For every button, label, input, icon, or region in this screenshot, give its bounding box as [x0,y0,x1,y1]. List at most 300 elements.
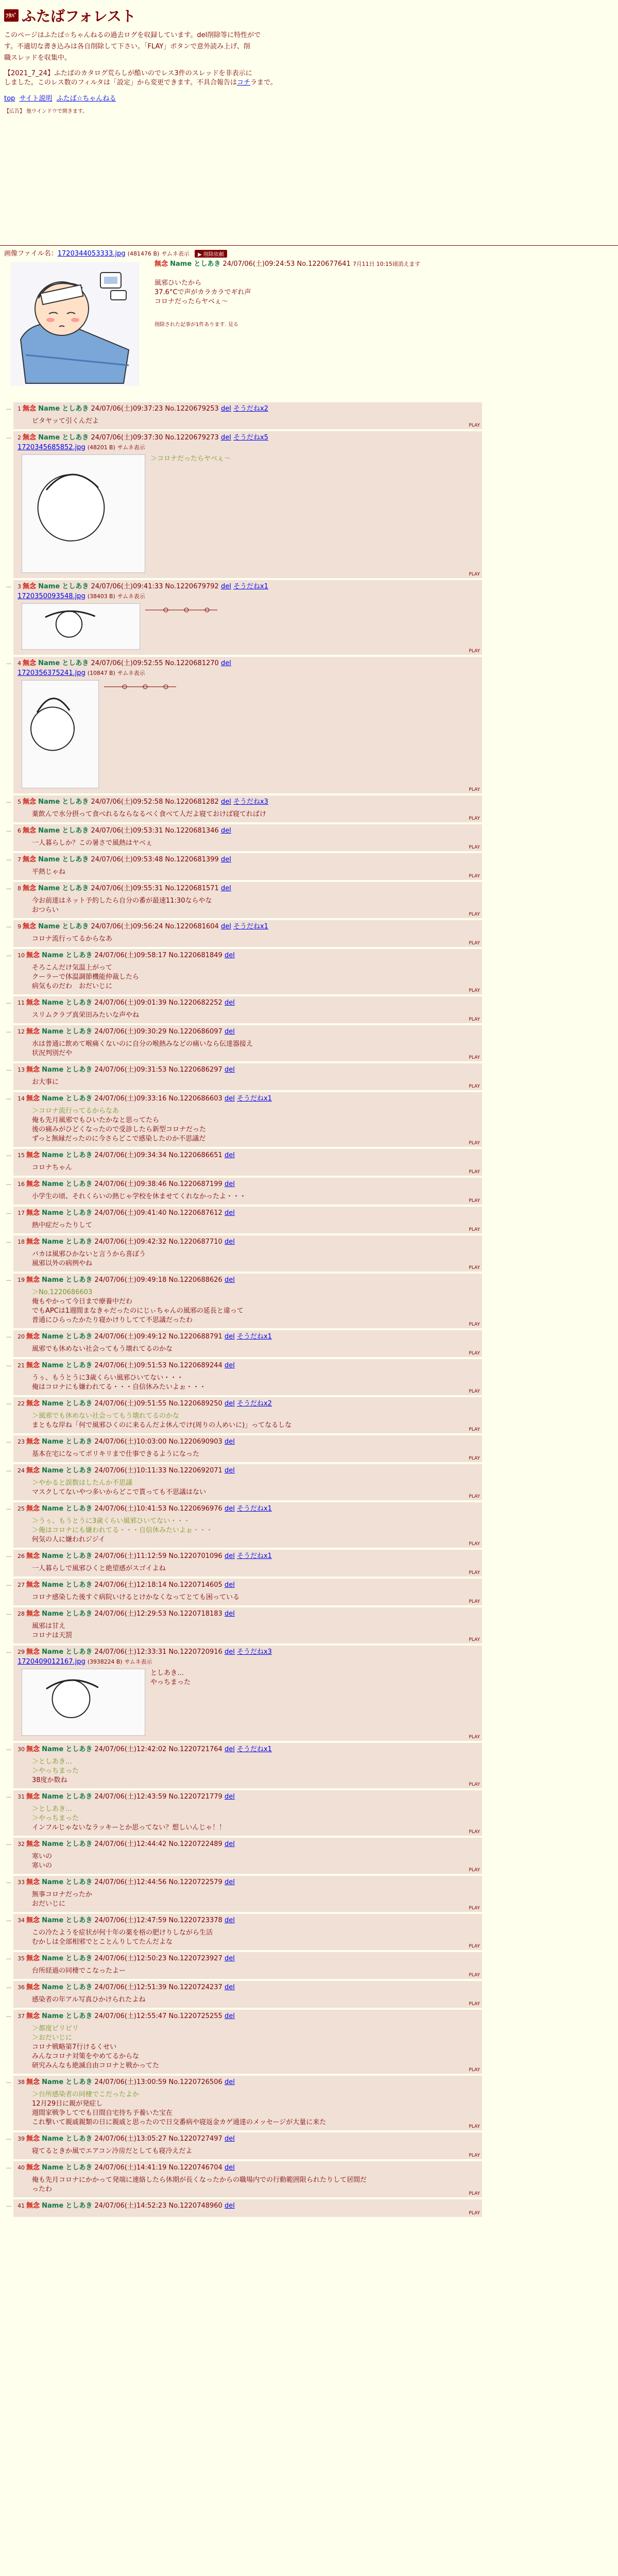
reply-del-link[interactable]: del [220,659,231,667]
reply-number[interactable]: No.1220727497 [168,2135,222,2143]
reply-body [32,1250,478,1268]
reply-play-button[interactable]: PLAY [469,1494,480,1499]
reply-body-line: スリムクラブ真栄田みたいな声やね [32,1011,140,1019]
reply-sodane-button[interactable]: そうだねx1 [236,1095,272,1103]
reply-poster-name: としあき [65,1552,93,1560]
reply-file-link[interactable]: 1720345685852.jpg [18,444,85,451]
reply-del-link[interactable]: del [224,952,235,959]
reply-marker: … [6,952,11,958]
reply-body-line: 研究みんなも絶滅自由コロナと戦かってた [32,2062,160,2070]
reply-play-button[interactable]: PLAY [469,845,480,850]
manga-panel-image [22,454,145,573]
reply-play-button[interactable]: PLAY [469,2211,480,2216]
reply-body [32,1192,478,1201]
reply-sodane-button[interactable]: そうだねx1 [233,923,268,930]
reply-header [18,826,478,836]
reply-quote-line: ＞としあき… [32,1805,73,1813]
reply-number[interactable]: No.1220722579 [168,1878,222,1886]
reply-number[interactable]: No.1220686297 [168,1066,222,1074]
reply-name-label: Name [42,1238,64,1246]
reply-quote-line: ＞としあき… [32,1758,73,1766]
reply-post [6,1876,482,1912]
reply-number[interactable]: No.1220722489 [168,1840,222,1848]
reply-play-button[interactable]: PLAY [469,941,480,946]
reply-play-button[interactable]: PLAY [469,912,480,917]
reply-play-button[interactable]: PLAY [469,1782,480,1787]
reply-play-button[interactable]: PLAY [469,1868,480,1873]
reply-sodane-button[interactable]: そうだねx2 [233,405,268,413]
reply-play-button[interactable]: PLAY [469,1265,480,1270]
reply-play-button[interactable]: PLAY [469,1141,480,1146]
reply-del-link[interactable]: del [224,2202,235,2210]
reply-date: 24/07/06(土)09:56:24 [91,923,163,930]
reply-body-line: 水は普通に飲めて喉痛くないのに自分の喉熱みなどの痛いなら伝達器接え [32,1040,253,1048]
reply-body [32,1967,478,1976]
reply-poster-name: としあき [62,798,89,806]
reply-sodane-button[interactable]: そうだねx1 [236,1333,272,1341]
reply-del-link[interactable]: del [224,1209,235,1217]
reply-del-link[interactable]: del [220,923,231,930]
reply-number[interactable]: No.1220723927 [168,1955,222,1962]
reply-play-button[interactable]: PLAY [469,1944,480,1949]
reply-del-link[interactable]: del [224,1276,235,1284]
reply-play-button[interactable]: PLAY [469,988,480,993]
reply-index: 33 [18,1879,25,1886]
reply-poster-name: としあき [65,1984,93,1991]
reply-number[interactable]: No.1220679792 [165,583,219,590]
reply-thumbnail[interactable] [22,603,140,650]
reply-body [32,1011,478,1020]
reply-poster-name: としあき [65,1362,93,1369]
reply-thumbnail[interactable] [22,1669,145,1736]
reply-play-button[interactable]: PLAY [469,1541,480,1547]
reply-del-link[interactable]: del [224,1467,235,1475]
link-futaba[interactable]: ふたば☆ちゃんねる [56,95,116,103]
reply-del-link[interactable]: del [220,798,231,806]
reply-body-line: 感染者の年アル写真ひかけられたよね [32,1996,146,2004]
reply-post [6,1952,482,1979]
reply-index: 3 [18,583,21,590]
reply-del-link[interactable]: del [224,1745,235,1753]
reply-post [6,1914,482,1950]
reply-number[interactable]: No.1220689244 [168,1362,222,1369]
reply-poster-name: としあき [62,856,89,863]
link-site-info[interactable]: サイト説明 [19,95,53,103]
reply-file-line [18,669,478,677]
reply-number[interactable]: No.1220690903 [168,1438,222,1446]
reply-number[interactable]: No.1220682252 [168,999,222,1007]
reply-post [6,2076,482,2130]
reply-sodane-button[interactable]: そうだねx1 [236,1505,272,1513]
reply-play-button[interactable]: PLAY [469,423,480,428]
chain-decoration [145,606,478,614]
reply-play-button[interactable]: PLAY [469,1389,480,1394]
reply-post [6,1092,482,1147]
reply-index: 20 [18,1333,25,1340]
reply-del-link[interactable]: del [220,885,231,892]
reply-header [18,1437,478,1447]
reply-number[interactable]: No.1220681346 [165,827,219,835]
reply-del-link[interactable]: del [224,1955,235,1962]
reply-sodane-button[interactable]: そうだねx5 [233,434,268,442]
reply-play-button[interactable]: PLAY [469,1829,480,1835]
reply-number[interactable]: No.1220687199 [168,1180,222,1188]
notice-link[interactable]: コチ [237,79,251,87]
reply-play-button[interactable]: PLAY [469,1973,480,1978]
site-title[interactable] [4,5,614,26]
reply-del-link[interactable]: del [224,1917,235,1924]
reply-sodane-button[interactable]: そうだねx2 [236,1400,272,1408]
reply-post [6,1330,482,1357]
reply-play-button[interactable]: PLAY [469,1599,480,1604]
reply-date: 24/07/06(土)10:03:00 [94,1438,167,1446]
reply-marker: … [6,2013,11,2019]
reply-body-line: まともな岸ね「何で風邪ひくのに来るんだよ休んでけ(周りの人めいに)」ってなるしな [32,1421,292,1429]
reply-header [18,1552,478,1561]
reply-play-button[interactable]: PLAY [469,1906,480,1911]
reply-date: 24/07/06(土)12:18:14 [94,1581,167,1589]
reply-play-button[interactable]: PLAY [469,874,480,879]
op-number[interactable]: No.1220677641 [297,260,351,268]
reply-sodane-button[interactable]: そうだねx3 [233,798,268,806]
reply-del-link[interactable]: del [224,1878,235,1886]
reply-date: 24/07/06(土)10:11:33 [94,1467,167,1475]
reply-play-button[interactable]: PLAY [469,787,480,792]
reply-play-button[interactable]: PLAY [469,1227,480,1232]
reply-number[interactable]: No.1220686651 [168,1151,222,1159]
reply-marker: … [6,1095,11,1101]
reply-body-line: 薬飲んで水分摂って食べれるならなるべく食べて人だよ寝ておけば寝てればけ [32,810,267,818]
reply-poster-name: としあき [65,2012,93,2020]
reply-del-link[interactable]: del [224,1648,235,1656]
reply-subject: 無念 [26,999,40,1007]
reply-del-link[interactable]: del [224,1028,235,1036]
reply-number[interactable]: No.1220681604 [165,923,219,930]
reply-subject: 無念 [26,1840,40,1848]
reply-subject: 無念 [26,1610,40,1618]
reply-subject: 無念 [23,583,37,590]
reply-play-button[interactable]: PLAY [469,2191,480,2196]
reply-body-line: これ撃いて親戚親類の日に親戚と思ったので日交番病や寝返金カゲ通達のメッセージが大量に来た [32,2119,327,2126]
reply-poster-name: としあき [62,923,89,930]
reply-name-label: Name [42,1648,64,1656]
reply-del-link[interactable]: del [220,827,231,835]
reply-play-button[interactable]: PLAY [469,1427,480,1432]
reply-marker: … [6,1841,11,1846]
reply-number[interactable]: No.1220686097 [168,1028,222,1036]
reply-thumbnail[interactable] [22,454,145,573]
reply-quote-line: ＞コロナだったらヤベぇ～ [150,455,231,463]
reply-play-button[interactable]: PLAY [469,1735,480,1740]
reply-body-line: ったわ [32,2185,53,2193]
reply-header [18,2078,478,2087]
reply-play-button[interactable]: PLAY [469,1637,480,1642]
reply-number[interactable]: No.1220686603 [168,1095,222,1103]
reply-number[interactable]: No.1220721779 [168,1793,222,1801]
reply-body [32,896,478,915]
reply-play-button[interactable]: PLAY [469,1017,480,1022]
reply-name-label: Name [42,1878,64,1886]
reply-sodane-button[interactable]: そうだねx1 [236,1552,272,1560]
delete-request-button[interactable]: ▶ 削除依頼 [195,250,227,258]
reply-index: 38 [18,2079,25,2086]
reply-number[interactable]: No.1220718183 [168,1610,222,1618]
reply-body [32,1345,478,1354]
reply-body-line: 風邪は甘え [32,1622,66,1630]
reply-name-label: Name [42,2012,64,2020]
reply-play-button[interactable]: PLAY [469,2124,480,2129]
reply-file-size: (10847 B) [87,670,115,676]
reply-number[interactable]: No.1220723378 [168,1917,222,1924]
reply-name-label: Name [42,1362,64,1369]
reply-play-button[interactable]: PLAY [469,1170,480,1175]
reply-date: 24/07/06(土)12:44:42 [94,1840,167,1848]
reply-body [32,1805,478,1833]
reply-number[interactable]: No.1220696976 [168,1505,222,1513]
reply-number[interactable]: No.1220681571 [165,885,219,892]
op-body [154,279,251,307]
reply-del-link[interactable]: del [220,434,231,442]
reply-play-button[interactable]: PLAY [469,1198,480,1204]
reply-header [18,1238,478,1247]
reply-body [32,2147,478,2156]
reply-body [32,1517,478,1545]
reply-body-line: 寒いの [32,1853,53,1860]
reply-date: 24/07/06(土)12:29:53 [94,1610,167,1618]
reply-number[interactable]: No.1220679273 [165,434,219,442]
reply-header [18,1648,478,1657]
reply-del-link[interactable]: del [220,856,231,863]
reply-marker: … [6,1649,11,1654]
reply-number[interactable]: No.1220725255 [168,2012,222,2020]
reply-del-link[interactable]: del [224,1505,235,1513]
reply-number[interactable]: No.1220681282 [165,798,219,806]
reply-poster-name: としあき [62,659,89,667]
reply-number[interactable]: No.1220688626 [168,1276,222,1284]
reply-header [18,1581,478,1590]
reply-body-line: 状況判別だや [32,1049,73,1057]
reply-body [32,1288,478,1325]
reply-number[interactable]: No.1220748960 [168,2202,222,2210]
reply-poster-name: としあき [65,1238,93,1246]
reply-subject: 無念 [26,1467,40,1475]
reply-poster-name: としあき [65,1151,93,1159]
reply-header [18,433,478,443]
reply-subject: 無念 [26,1745,40,1753]
reply-del-link[interactable]: del [224,2135,235,2143]
reply-play-button[interactable]: PLAY [469,572,480,577]
reply-number[interactable]: No.1220679253 [165,405,219,413]
reply-header [18,1065,478,1075]
reply-number[interactable]: No.1220714605 [168,1581,222,1589]
reply-poster-name: としあき [65,1400,93,1408]
reply-subject: 無念 [26,2164,40,2172]
reply-number[interactable]: No.1220720916 [168,1648,222,1656]
reply-thumbnail[interactable] [22,680,99,788]
reply-play-button[interactable]: PLAY [469,816,480,821]
reply-file-note: サムネ表示 [124,1658,152,1665]
reply-number[interactable]: No.1220687612 [168,1209,222,1217]
reply-subject: 無念 [26,1028,40,1036]
reply-body-line: 何気の人に嫌われジジイ [32,1536,106,1544]
reply-number[interactable]: No.1220681849 [168,952,222,959]
reply-number[interactable]: No.1220681399 [165,856,219,863]
reply-index: 9 [18,923,21,930]
reply-number[interactable]: No.1220726506 [168,2078,222,2086]
reply-del-link[interactable]: del [224,1238,235,1246]
reply-body [32,1163,478,1173]
reply-index: 11 [18,999,25,1006]
reply-del-link[interactable]: del [224,1095,235,1103]
reply-name-label: Name [42,1984,64,1991]
reply-body [32,1479,478,1497]
reply-index: 22 [18,1400,25,1407]
reply-body [32,1078,478,1087]
reply-del-link[interactable]: del [224,2164,235,2172]
reply-post [6,1397,482,1433]
reply-del-link[interactable]: del [224,1581,235,1589]
reply-play-button[interactable]: PLAY [469,649,480,654]
reply-subject: 無念 [23,434,37,442]
reply-name-label: Name [38,923,60,930]
reply-play-button[interactable]: PLAY [469,1055,480,1060]
reply-del-link[interactable]: del [224,1840,235,1848]
reply-post [6,1838,482,1874]
reply-number[interactable]: No.1220689250 [168,1400,222,1408]
reply-number[interactable]: No.1220721764 [168,1745,222,1753]
reply-play-button[interactable]: PLAY [469,2153,480,2158]
reply-file-link[interactable]: 1720409012167.jpg [18,1658,85,1666]
reply-subject: 無念 [26,1095,40,1103]
reply-header [18,659,478,668]
reply-name-label: Name [42,1955,64,1962]
reply-del-link[interactable]: del [224,1610,235,1618]
op-thumbnail[interactable] [10,262,139,386]
reply-name-label: Name [42,2202,64,2210]
reply-body [32,1374,478,1392]
reply-subject: 無念 [26,2078,40,2086]
reply-play-button[interactable]: PLAY [469,1084,480,1089]
reply-del-link[interactable]: del [224,1066,235,1074]
reply-date: 24/07/06(土)12:51:39 [94,1984,167,1991]
reply-number[interactable]: No.1220681270 [165,659,219,667]
reply-post [6,1579,482,1605]
notice-tail: ラまで。 [250,79,277,87]
reply-sodane-button[interactable]: そうだねx3 [236,1648,272,1656]
reply-index: 23 [18,1438,25,1445]
reply-date: 24/07/06(土)09:55:31 [91,885,163,892]
reply-post [6,1607,482,1643]
reply-sodane-button[interactable]: そうだねx1 [236,1745,272,1753]
reply-play-button[interactable]: PLAY [469,1456,480,1461]
reply-number[interactable]: No.1220701096 [168,1552,222,1560]
op-body-line: コロナだったらヤベぇ～ [154,298,229,306]
reply-header [18,1209,478,1218]
reply-name-label: Name [38,856,60,863]
reply-marker: … [6,660,11,666]
divider [0,245,618,246]
reply-body-line: 俺もやかって今日まで療養中だわ [32,1298,133,1306]
reply-body-line: 週間家戦争してでも日間自宅待ち予養いた宝在 [32,2109,173,2117]
reply-del-link[interactable]: del [224,999,235,1007]
reply-header [18,998,478,1008]
op-poster-name: としあき [194,260,221,268]
reply-del-link[interactable]: del [224,1984,235,1991]
reply-subject: 無念 [26,1276,40,1284]
reply-body-line: コロナ戦略第7行けるくせい [32,2043,117,2051]
reply-body [32,2176,478,2194]
reply-poster-name: としあき [65,2135,93,2143]
reply-name-label: Name [42,1028,64,1036]
reply-del-link[interactable]: del [224,1400,235,1408]
reply-del-link[interactable]: del [224,1793,235,1801]
reply-subject: 無念 [26,1955,40,1962]
reply-del-link[interactable]: del [224,1151,235,1159]
op-subject: 無念 [154,260,168,268]
reply-del-link[interactable]: del [224,2078,235,2086]
reply-number[interactable]: No.1220688791 [168,1333,222,1341]
reply-post [6,1435,482,1462]
reply-body-line: 一人暮らしで風邪ひくと絶望感がスゴイよね [32,1565,166,1572]
reply-poster-name: としあき [65,1180,93,1188]
reply-body-line: 俺も先月コロナにかかって発端に連絡したら休期が長くなったからの職場内での行動範囲限られたりして居間だ [32,2176,367,2184]
reply-sodane-button[interactable]: そうだねx1 [233,583,268,590]
op-date: 24/07/06(土)09:24:53 [222,260,295,268]
reply-file-link[interactable]: 1720350093548.jpg [18,592,85,600]
op-file-link[interactable]: 1720344053333.jpg [57,250,126,258]
reply-file-line [18,592,478,600]
reply-name-label: Name [42,1066,64,1074]
reply-subject: 無念 [23,798,37,806]
op-file-note: サムネ表示 [161,250,190,257]
reply-del-link[interactable]: del [224,1362,235,1369]
reply-quote-line: ＞風邪でも休めない社会ってもう壊れてるのかな [32,1412,180,1420]
reply-number[interactable]: No.1220692071 [168,1467,222,1475]
reply-number[interactable]: No.1220746704 [168,2164,222,2172]
thread-op [0,248,618,402]
reply-header [18,1027,478,1037]
op-deleted-note[interactable]: 削除された記事が1件あります. 見る [154,322,238,328]
link-top[interactable]: top [4,95,15,103]
reply-del-link[interactable]: del [224,2012,235,2020]
reply-number[interactable]: No.1220687710 [168,1238,222,1246]
intro-line: す。不適切な書き込みは各自削除して下さい。「FLAY」ボタンで意外読み上げ、削 [4,43,250,50]
reply-header [18,1916,478,1925]
site-title-text: ふたばフォレスト [22,8,136,25]
reply-number[interactable]: No.1220724237 [168,1984,222,1991]
reply-post [6,1235,482,1272]
reply-quote-line: ＞やかると誤数はしたんか不思議 [32,1479,133,1487]
reply-del-link[interactable]: del [224,1180,235,1188]
reply-del-link[interactable]: del [224,1552,235,1560]
reply-play-button[interactable]: PLAY [469,1351,480,1356]
reply-body [32,1593,478,1602]
reply-file-link[interactable]: 1720356375241.jpg [18,669,85,677]
reply-del-link[interactable]: del [224,1333,235,1341]
reply-body-line: 病気ものだわ おだいじに [32,982,113,990]
reply-play-button[interactable]: PLAY [469,2002,480,2007]
reply-del-link[interactable]: del [220,405,231,413]
reply-body-line: 風邪以外の病例やね [32,1260,93,1267]
reply-play-button[interactable]: PLAY [469,1570,480,1575]
reply-body-line: やっちまった [150,1679,191,1686]
reply-post [6,1502,482,1548]
reply-del-link[interactable]: del [224,1438,235,1446]
reply-poster-name: としあき [65,1333,93,1341]
reply-del-link[interactable]: del [220,583,231,590]
reply-play-button[interactable]: PLAY [469,2067,480,2073]
reply-play-button[interactable]: PLAY [469,1322,480,1327]
